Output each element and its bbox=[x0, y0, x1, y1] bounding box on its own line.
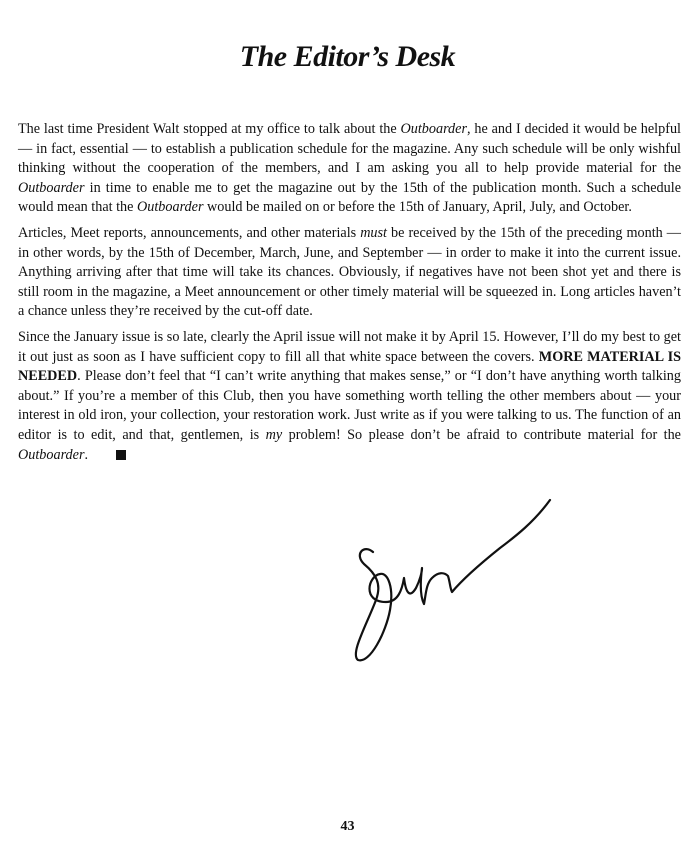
magazine-name: Outboarder bbox=[18, 446, 85, 463]
text-run: . Please don’t feel that “I can’t write anything that makes sense,” or “I don’t have anything worth talking about.” If you’re a member of this Club, then you have something worth telling the other members about — your interest in old iron, your collection, your restoration work. Just write as if you were talking to us. The function of an editor is to edit, and that, gentlemen, is bbox=[18, 368, 681, 443]
paragraph-deadlines bbox=[18, 224, 681, 322]
emphasis: must bbox=[360, 224, 387, 241]
signature bbox=[340, 492, 560, 667]
text-run: , he and I decided it would be helpful — in fact, essential — to establish a publication schedule for the magazine. Any such schedule will be only wishful thinking without the cooperation of the members, and I am asking you all to help provide material for the bbox=[18, 121, 681, 177]
page-number: 43 bbox=[340, 819, 355, 834]
text-run: The last time President Walt stopped at my office to talk about the bbox=[18, 121, 401, 137]
paragraph-appeal bbox=[18, 328, 681, 465]
text-run: would be mailed on or before the 15th of January, April, July, and October. bbox=[203, 199, 632, 216]
text-run: problem! So please don’t be afraid to contribute material for the bbox=[282, 426, 681, 443]
text-run: be received by the 15th of the preceding month — in other words, by the 15th of December, March, June, and September — in order to make it into the current issue. Anything arriving after that time will take its chances. Obviously, if negatives have not been shot yet and there is still room in the magazine, a Meet announcement or other timely material will be squeezed in. Long articles haven’t a chance unless they’re received by the cut-off date. bbox=[18, 224, 681, 320]
magazine-name: Outboarder bbox=[137, 199, 204, 216]
paragraph-schedule bbox=[18, 120, 681, 218]
article-body bbox=[18, 120, 681, 471]
emphasis: my bbox=[265, 426, 283, 443]
text-run: Since the January issue is so late, clearly the April issue will not make it by April 15. However, I’ll do my best to get it out just as soon as I have sufficient copy to fill all that white space between the covers. bbox=[18, 328, 681, 365]
end-mark-icon bbox=[116, 450, 126, 460]
magazine-name: Outboarder bbox=[18, 179, 85, 196]
emphasis-bold: MORE MATERIAL IS NEEDED bbox=[18, 348, 681, 385]
text-run: in time to enable me to get the magazine out by the 15th of the publication month. Such a schedule would mean that the bbox=[18, 179, 681, 216]
text-run: . bbox=[84, 446, 89, 463]
page-title: The Editor’s Desk bbox=[239, 40, 456, 73]
text-run: Articles, Meet reports, announcements, and other materials bbox=[18, 224, 361, 241]
magazine-name: Outboarder bbox=[400, 121, 467, 137]
